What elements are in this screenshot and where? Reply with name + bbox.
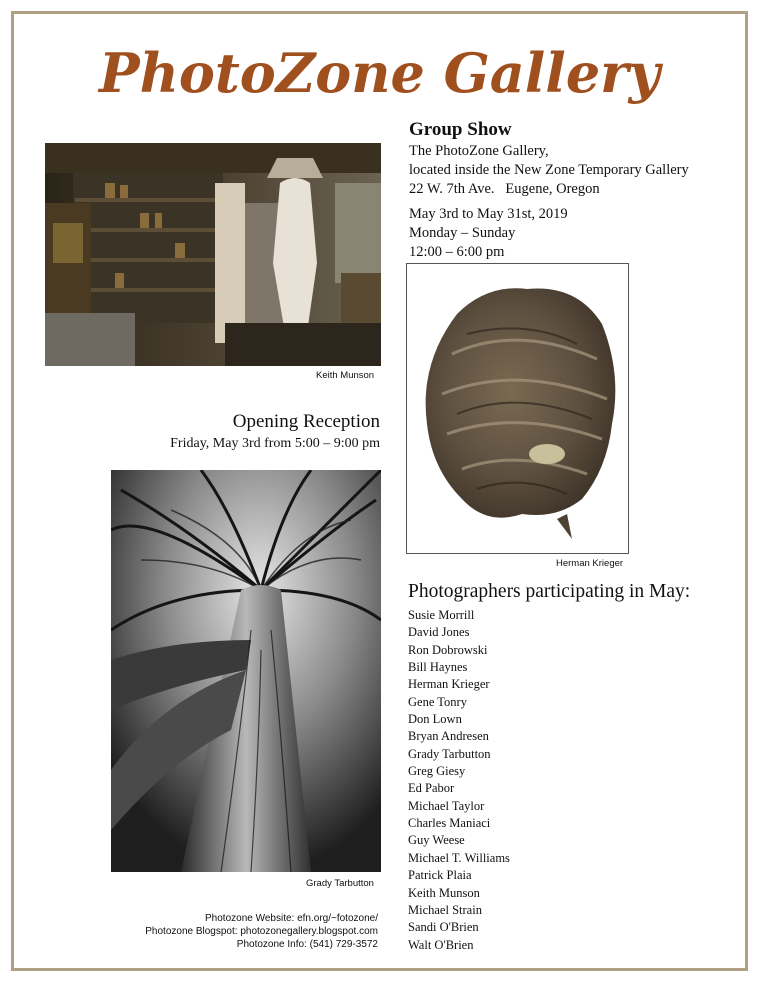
group-show-heading: Group Show	[409, 119, 512, 140]
photographer-name: Guy Weese	[408, 833, 465, 848]
photo-tree	[111, 470, 381, 872]
photographer-name: Grady Tarbutton	[408, 746, 491, 761]
photographer-name: Don Lown	[408, 712, 462, 727]
blogspot-line: Photozone Blogspot: photozonegallery.blogspot.com	[145, 926, 378, 937]
photographer-name: Gene Tonry	[408, 694, 467, 709]
photographer-name: Ed Pabor	[408, 781, 455, 796]
photographer-name: Charles Maniaci	[408, 816, 491, 831]
caption-grady-tarbutton: Grady Tarbutton	[306, 878, 374, 889]
show-days: Monday – Sunday	[409, 225, 516, 241]
photographer-name: Walt O'Brien	[408, 937, 474, 952]
photographer-name: Herman Krieger	[408, 677, 490, 692]
photographer-name: Michael Strain	[408, 902, 482, 917]
photographer-name: Susie Morrill	[408, 608, 475, 622]
group-show-info	[409, 118, 749, 262]
show-dates: May 3rd to May 31st, 2019	[409, 206, 568, 222]
photographer-name: Patrick Plaia	[408, 868, 472, 883]
photographer-name: Bryan Andresen	[408, 729, 489, 744]
reception-time: Friday, May 3rd from 5:00 – 9:00 pm	[170, 436, 380, 451]
photographer-name: Michael T. Williams	[408, 850, 510, 865]
photographer-name: Michael Taylor	[408, 798, 485, 813]
photo-antique-store	[45, 143, 381, 366]
gallery-title: PhotoZone Gallery	[98, 41, 660, 105]
group-show-address: 22 W. 7th Ave. Eugene, Oregon	[409, 181, 600, 197]
photographers-list	[408, 580, 738, 954]
photographer-name: Keith Munson	[408, 885, 480, 900]
photo-nest	[406, 263, 629, 554]
show-hours: 12:00 – 6:00 pm	[409, 244, 505, 260]
photographer-name: David Jones	[408, 625, 470, 640]
phone-line: Photozone Info: (541) 729-3572	[236, 939, 378, 950]
contact-info	[100, 912, 378, 951]
group-show-line: The PhotoZone Gallery,	[409, 143, 549, 159]
reception-heading: Opening Reception	[232, 411, 380, 432]
caption-herman-krieger: Herman Krieger	[556, 558, 624, 569]
photographers-heading: Photographers participating in May:	[408, 581, 691, 602]
photographer-name: Greg Giesy	[408, 764, 466, 779]
group-show-line: located inside the New Zone Temporary Gallery	[409, 162, 689, 178]
opening-reception	[140, 410, 380, 453]
caption-keith-munson: Keith Munson	[316, 370, 375, 381]
photographer-name: Bill Haynes	[408, 660, 468, 675]
photographer-name: Sandi O'Brien	[408, 920, 479, 935]
photographer-name: Ron Dobrowski	[408, 642, 488, 657]
website-line: Photozone Website: efn.org/~fotozone/	[205, 913, 378, 924]
